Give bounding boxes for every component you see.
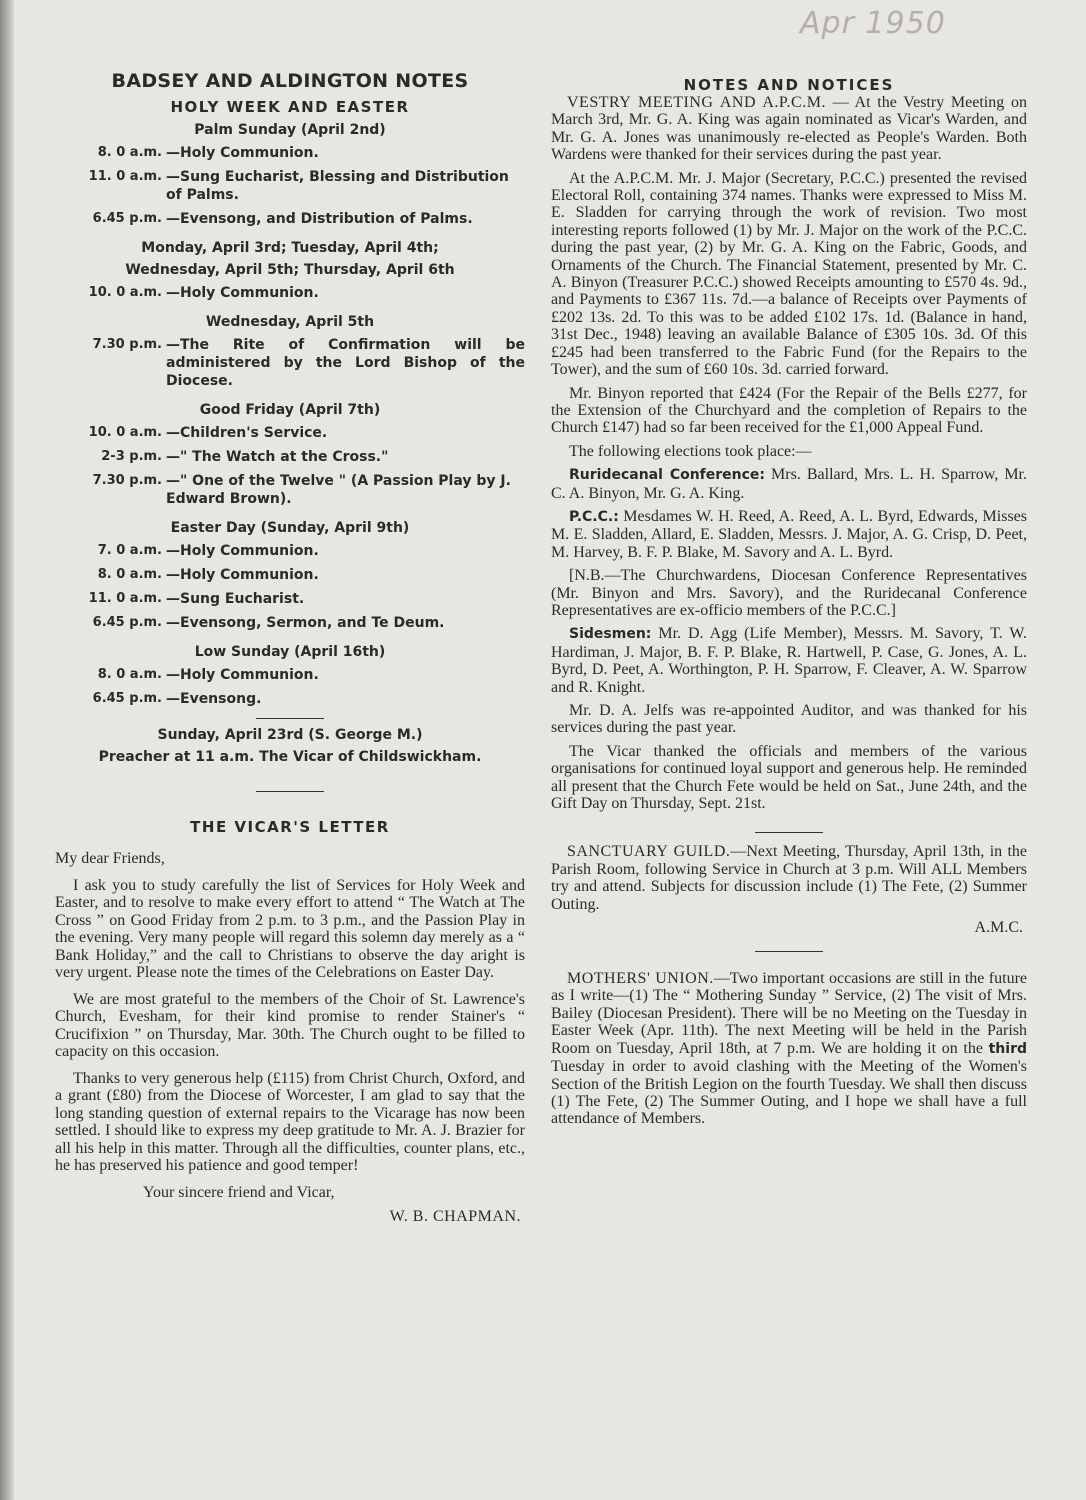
page-title: BADSEY AND ALDINGTON NOTES [111,70,469,92]
holy-week-title: HOLY WEEK AND EASTER [170,98,410,116]
handwritten-date-stamp: Apr 1950 [800,6,946,41]
sanctuary-guild-initials: A.M.C. [974,919,1023,937]
service-entry: 8. 0 a.m. —Holy Communion. [97,667,319,683]
service-entry: 11. 0 a.m. —Sung Eucharist, Blessing and Distribution of Palms. [88,169,509,203]
divider [256,791,324,792]
left-column [55,70,525,1226]
weekday-heading-2: Wednesday, April 5th; Thursday, April 6th [125,262,455,278]
letter-closing: Your sincere friend and Vicar, [143,1183,335,1201]
vestry-paragraph: VESTRY MEETING AND A.P.C.M. — At the Vestry Meeting on March 3rd, Mr. G. A. King was again nominated as Vicar's Warden, and Mr. G. A. Jones was unanimously re-elected as People's Warden. Both Wardens were thanked for their services during the past year. [551,94,1028,164]
service-entry: 6.45 p.m. —Evensong, Sermon, and Te Deum. [92,615,445,631]
elections-intro: The following elections took place:— [569,442,812,460]
apcm-paragraph: At the A.P.C.M. Mr. J. Major (Secretary, P.C.C.) presented the revised Electoral Roll, containing 374 names. Thanks were expressed to Miss M. E. Sladden for carrying through the work of revision. Two most interesting reports followed (1) by Mr. J. Major on the work of the P.C.C. during the past year, (2) by Mr. G. A. King on the Fabric, Goods, and Ornaments of the Church. The Financial Statement, presented by Mr. C. A. Binyon (Treasurer P.C.C.) showed Receipts amounting to £570 4s. 9d., and Payments to £367 11s. 7d.—a balance of Receipts over Payments of £202 13s. 2d. To this was to be added £102 17s. 1d. (Balance in hand, 31st Dec., 1948) leaving an available Balance of £305 10s. 3d. Of this £245 had been transferred to the Fabric Fund (for the Repairs to the Tower), and the sum of £60 10s. 3d. carried forward. [551,169,1027,379]
vicar-thanks-paragraph: The Vicar thanked the officials and members of the various organisations for continued loyal support and generous help. He reminded all present that the Church Fete would be held on Sat., June 24th, and the Gift Day on Thursday, Sept. 21st. [551,742,1027,813]
service-entry: 6.45 p.m. —Evensong, and Distribution of Palms. [92,211,473,227]
letter-paragraph: We are most grateful to the members of the Choir of St. Lawrence's Church, Evesham, for their kind promise to render Stainer's “ Crucifixion ” on Thursday, Mar. 30th. The Church ought to be filled to capacity on this occasion. [55,990,525,1060]
vicars-letter-title: THE VICAR'S LETTER [190,818,390,836]
letter-signature: W. B. CHAPMAN. [389,1207,521,1225]
service-entry: 6.45 p.m. —Evensong. [92,691,262,707]
service-entry: 7. 0 a.m. —Holy Communion. [97,543,319,559]
low-sunday-heading: Low Sunday (April 16th) [194,644,386,660]
service-entry: 10. 0 a.m. —Children's Service. [88,425,328,441]
ruridecanal-paragraph: Ruridecanal Conference: Mrs. Ballard, Mrs. L. H. Sparrow, Mr. C. A. Binyon, Mr. G. A. King. [551,466,1027,502]
letter-salutation: My dear Friends, [55,850,165,867]
page-edge [0,0,14,1500]
wednesday-heading: Wednesday, April 5th [205,314,375,330]
letter-paragraph: I ask you to study carefully the list of Services for Holy Week and Easter, and to resolve to make every effort to attend “ The Watch at The Cross ” on Good Friday from 2 p.m. to 3 p.m., and the Passion Play in the evening. Very many people will regard this solemn day merely as a “ Bank Holiday,” and the call to Christians to observe the day aright is very urgent. Please note the times of the Celebrations on Easter Day. [55,876,525,981]
right-column [551,76,1027,1134]
service-entry: 11. 0 a.m. —Sung Eucharist. [88,591,305,607]
divider [755,951,823,952]
st-george-preacher: Preacher at 11 a.m. The Vicar of Childswickham. [98,749,482,765]
service-entry: 7.30 p.m. —The Rite of Confirmation will be administered by the Lord Bishop of the Diocese. [92,337,525,389]
divider [256,718,324,719]
weekday-heading-1: Monday, April 3rd; Tuesday, April 4th; [141,240,439,256]
mothers-union-paragraph: MOTHERS' UNION.—Two important occasions are still in the future as I write—(1) The “ Mothering Sunday ” Service, (2) The visit of Mrs. Bailey (Diocesan President). There will be no Meeting on the Tuesday in Easter Week (Apr. 11th). The next Meeting will be held in the Parish Room on Tuesday, April 18th, at 7 p.m. We are holding it on the third Tuesday in order to avoid clashing with the Meeting of the Women's Section of the British Legion on the fourth Tuesday. We shall then discuss (1) The Fete, (2) The Summer Outing, and I hope we shall have a full attendance of Members. [551,970,1027,1128]
service-entry: 7.30 p.m. —" One of the Twelve " (A Passion Play by J. Edward Brown). [92,473,511,507]
service-entry: 8. 0 a.m. —Holy Communion. [97,145,319,161]
easter-day-heading: Easter Day (Sunday, April 9th) [170,520,410,536]
sidesmen-paragraph: Sidesmen: Mr. D. Agg (Life Member), Messrs. M. Savory, T. W. Hardiman, J. Major, B. F. P. Blake, R. Hartwell, P. Case, G. Jones, A. L. Byrd, D. Peet, A. Worthington, P. H. Sparrow, F. Cleaver, A. W. Sparrow and R. Knight. [551,625,1027,696]
auditor-paragraph: Mr. D. A. Jelfs was re-appointed Auditor, and was thanked for his services during the past year. [551,702,1027,737]
palm-sunday-heading: Palm Sunday (April 2nd) [194,122,386,138]
good-friday-heading: Good Friday (April 7th) [199,402,381,418]
pcc-paragraph: P.C.C.: Mesdames W. H. Reed, A. Reed, A. L. Byrd, Edwards, Misses M. E. Sladden, Allard, E. Sladden, Messrs. J. Major, A. G. Crisp, D. Peet, M. Harvey, B. F. P. Blake, M. Savory and A. L. Byrd. [551,507,1027,561]
notes-title: NOTES AND NOTICES [683,76,895,94]
sanctuary-guild-paragraph: SANCTUARY GUILD.—Next Meeting, Thursday, April 13th, in the Parish Room, following Service in Church at 3 p.m. Will ALL Members try and attend. Subjects for discussion include (1) The Fete, (2) Summer Outing. [551,843,1027,913]
nb-paragraph: [N.B.—The Churchwardens, Diocesan Conference Representatives (Mr. Binyon and Mrs. Savory), and the Ruridecanal Conference Representatives are ex-officio members of the P.C.C.] [551,567,1027,619]
letter-paragraph: Thanks to very generous help (£115) from Christ Church, Oxford, and a grant (£80) from the Diocese of Worcester, I am glad to say that the long standing question of external repairs to the Vicarage has now been settled. I should like to express my deep gratitude to Mr. A. J. Brazier for all his help in this matter. Through all the difficulties, counter plans, etc., he has preserved his patience and good temper! [55,1069,525,1174]
service-entry: 8. 0 a.m. —Holy Communion. [97,567,319,583]
binyon-paragraph: Mr. Binyon reported that £424 (For the Repair of the Bells £277, for the Extension of the Churchyard and the completion of Repairs to the Church £147) had so far been received for the £1,000 Appeal Fund. [551,384,1027,437]
st-george-heading: Sunday, April 23rd (S. George M.) [157,727,423,743]
service-entry: 10. 0 a.m. —Holy Communion. [88,285,319,301]
service-entry: 2-3 p.m. —" The Watch at the Cross." [101,449,389,465]
divider [755,832,823,833]
